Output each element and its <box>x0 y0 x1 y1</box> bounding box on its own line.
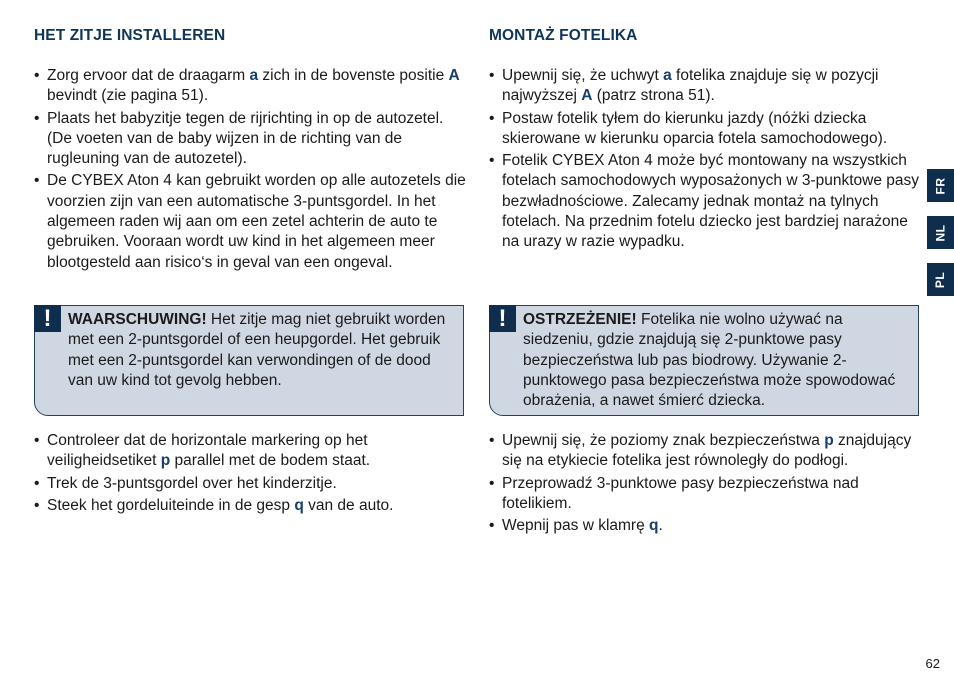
item-text: . <box>658 517 663 535</box>
position-ref: A <box>448 67 460 84</box>
list-item <box>34 66 466 107</box>
list-item: • Trek de 3-puntsgordel over het kinderzitje. <box>34 474 466 494</box>
list-item: • Fotelik CYBEX Aton 4 może być montowany na wszystkich fotelach samochodowych wyposażonych w 3-punktowe pasy bezwładnościowe. Zalecamy jednak montaż na tylnych fotelach. Na przednim fotelu dziecko jest bardziej narażone na urazy w razie wypadku. <box>489 151 921 252</box>
label-ref: p <box>824 432 834 449</box>
item-text: Controleer dat de horizontale markering op het veiligheidsetiket <box>47 432 368 470</box>
tab-label: PL <box>933 271 948 288</box>
item-text: Zorg ervoor dat de draagarm <box>47 67 250 84</box>
position-ref: A <box>581 87 593 105</box>
instruction-list <box>34 431 466 518</box>
language-tab-pl[interactable] <box>927 263 954 296</box>
page-number: 62 <box>925 656 940 671</box>
item-text: zich in de bovenste positie <box>258 67 449 84</box>
exclamation-icon: ! <box>34 305 61 332</box>
section-heading: MONTAŻ FOTELIKA <box>489 27 638 44</box>
warning-text <box>35 306 463 391</box>
instruction-list <box>34 66 466 275</box>
item-text: Upewnij się, że uchwyt <box>502 67 664 84</box>
warning-box <box>34 305 464 416</box>
instruction-list <box>489 66 921 255</box>
warning-title: WAARSCHUWING! <box>68 311 207 328</box>
item-text: znajdujący się na etykiecie fotelika jest równoległy do podłogi. <box>502 432 912 470</box>
section-heading: HET ZITJE INSTALLEREN <box>34 27 226 44</box>
buckle-ref: q <box>649 517 659 535</box>
warning-box <box>489 305 919 416</box>
language-tab-nl[interactable] <box>927 216 954 249</box>
list-item <box>489 431 921 472</box>
item-text: Wepnij pas w klamrę <box>502 517 650 535</box>
instruction-list <box>489 431 921 538</box>
list-item: • De CYBEX Aton 4 kan gebruikt worden op alle autozetels die voorzien zijn van een automatische 3-puntsgordel. In het algemeen raden wij aan om een zetel achterin de auto te gebruiken. Vooraan wordt uw kind in het algemeen meer blootgesteld aan risico‘s in geval van een ongeval. <box>34 171 466 272</box>
item-text: van de auto. <box>303 496 394 514</box>
item-text: bevindt (zie pagina 51). <box>47 87 209 105</box>
warning-body: Fotelika nie wolno używać na siedzeniu, gdzie znajdują się 2-punktowe pasy bezpieczeństwa lub pas biodrowy. Używanie 2-punktowego pasa bezpieczeństwa może spowodować obrażenia, a nawet śmierć dziecka. <box>523 311 896 410</box>
label-ref: p <box>160 452 171 470</box>
warning-title: OSTRZEŻENIE! <box>523 311 637 328</box>
warning-body: Het zitje mag niet gebruikt worden met een 2-puntsgordel of een heupgordel. Het gebruik met een 2-puntsgordel kan verwondingen of de dood van uw kind tot gevolg hebben. <box>68 311 446 389</box>
list-item: • Postaw fotelik tyłem do kierunku jazdy (nóżki dziecka skierowane w kierunku oparcia fotela samochodowego). <box>489 109 921 150</box>
list-item: • Plaats het babyzitje tegen de rijrichting in op de autozetel. (De voeten van de baby wijzen in de richting van de rugleuning van de autozetel). <box>34 109 466 170</box>
item-text: (patrz strona 51). <box>592 87 715 105</box>
list-item <box>34 496 466 516</box>
list-item <box>489 66 921 107</box>
list-item <box>34 431 466 472</box>
warning-text <box>490 306 918 411</box>
list-item: • Przeprowadź 3-punktowe pasy bezpieczeństwa nad fotelikiem. <box>489 474 921 515</box>
part-ref: a <box>249 67 259 84</box>
item-text: Upewnij się, że poziomy znak bezpieczeństwa <box>502 432 825 449</box>
list-item <box>489 516 921 536</box>
item-text: parallel met de bodem staat. <box>170 452 371 470</box>
part-ref: a <box>663 67 672 84</box>
tab-label: FR <box>933 177 948 194</box>
tab-label: NL <box>933 224 948 241</box>
buckle-ref: q <box>294 496 304 514</box>
item-text: fotelika znajduje się w pozycji najwyższej <box>502 67 879 105</box>
item-text: Steek het gordeluiteinde in de gesp <box>47 496 295 514</box>
exclamation-icon: ! <box>489 305 516 332</box>
language-tab-fr[interactable] <box>927 169 954 202</box>
